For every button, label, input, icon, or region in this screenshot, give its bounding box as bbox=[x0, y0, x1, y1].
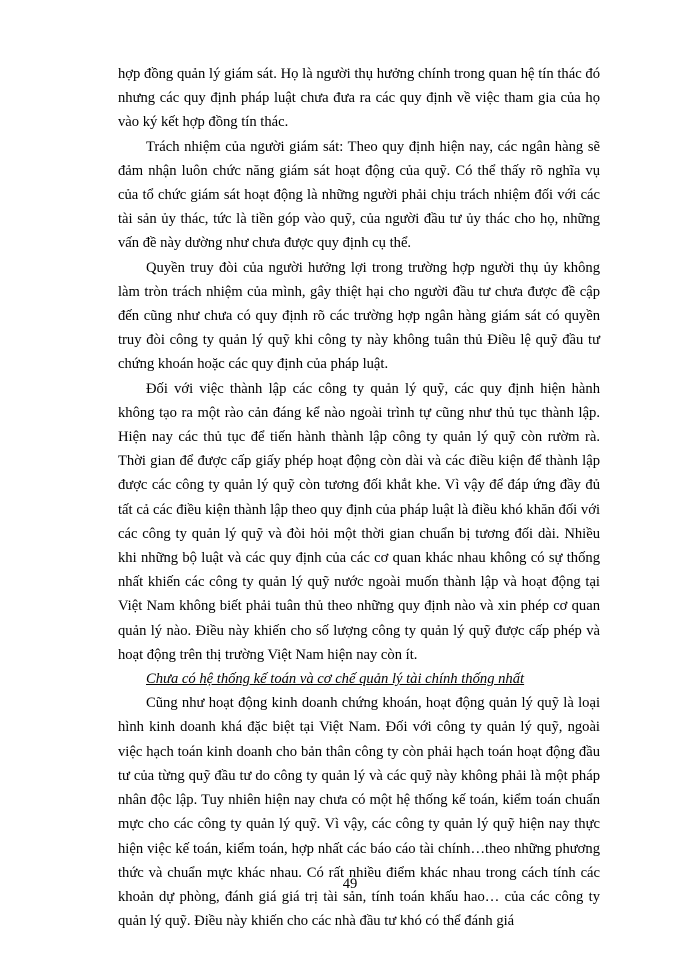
section-heading: Chưa có hệ thống kế toán và cơ chế quản lý tài chính thống nhất bbox=[146, 671, 525, 688]
page-number: 49 bbox=[342, 876, 358, 892]
paragraph-continuation: hợp đồng quản lý giám sát. Họ là người thụ hưởng chính trong quan hệ tín thác đó nhưng các quy định pháp luật chưa đưa ra các quy định về việc tham gia của họ vào ký kết hợp đồng tín thác. bbox=[118, 66, 600, 131]
paragraph-accounting: Cũng như hoạt động kinh doanh chứng khoán, hoạt động quản lý quỹ là loại hình kinh doanh khá đặc biệt tại Việt Nam. Đối với công ty quản lý quỹ, ngoài việc hạch toán kinh doanh cho bản thân công ty còn phải hạch toán hoạt động đầu tư của từng quỹ đầu tư do công ty quản lý và các quỹ này không phải là một pháp nhân độc lập. Tuy nhiên hiện nay chưa có một hệ thống kế toán, kiểm toán chuẩn mực cho các công ty quản lý quỹ. Vì vậy, các công ty quản lý quỹ hiện nay thực hiện việc kế toán, kiểm toán, hợp nhất các báo cáo tài chính…theo những phương thức và chuẩn mực khác nhau. Có rất nhiều điểm khác nhau trong cách tính các khoản dự phòng, đánh giá giá trị tài sản, tính toán khấu hao… của các công ty quản lý quỹ. Điều này khiến cho các nhà đầu tư khó có thể đánh giá bbox=[118, 695, 600, 930]
paragraph-fund-company-establishment: Đối với việc thành lập các công ty quản lý quỹ, các quy định hiện hành không tạo ra một rào cản đáng kể nào ngoài trình tự cũng như thủ tục thành lập. Hiện nay các thủ tục để tiến hành thành lập công ty quản lý quỹ còn rườm rà. Thời gian để được cấp giấy phép hoạt động còn dài và các điều kiện để thành lập được các công ty quản lý quỹ còn tương đối khắt khe. Vì vậy để đáp ứng đầy đủ tất cả các điều kiện thành lập theo quy định của pháp luật là điều khó khăn đối với các công ty quản lý quỹ và đòi hỏi một thời gian chuẩn bị tương đối dài. Nhiều khi những bộ luật và các quy định của các cơ quan khác nhau không có sự thống nhất khiến các công ty quản lý quỹ nước ngoài muốn thành lập và hoạt động tại Việt Nam không biết phải tuân thủ theo những quy định nào và xin phép cơ quan quản lý nào. Điều này khiến cho số lượng công ty quản lý quỹ được cấp phép và hoạt động trên thị trường Việt Nam hiện nay còn ít. bbox=[118, 380, 600, 663]
body-text bbox=[118, 62, 600, 933]
paragraph-supervisor-responsibility: Trách nhiệm của người giám sát: Theo quy định hiện nay, các ngân hàng sẽ đảm nhận luôn chức năng giám sát hoạt động của quỹ. Có thể thấy rõ nghĩa vụ của tổ chức giám sát hoạt động là những người phải chịu trách nhiệm đối với các tài sản ủy thác, tức là tiền góp vào quỹ, của người đầu tư ủy thác cho họ, những vấn đề này dường như chưa được quy định cụ thể. bbox=[118, 138, 600, 252]
paragraph-beneficiary-recourse: Quyền truy đòi của người hưởng lợi trong trường hợp người thụ ủy không làm tròn trách nhiệm của mình, gây thiệt hại cho người đầu tư chưa được đề cập đến cũng như chưa có quy định rõ các trường hợp ngân hàng giám sát có quyền truy đòi công ty quản lý quỹ khi công ty này không tuân thủ Điều lệ quỹ đầu tư chứng khoán hoặc các quy định của pháp luật. bbox=[118, 259, 600, 373]
